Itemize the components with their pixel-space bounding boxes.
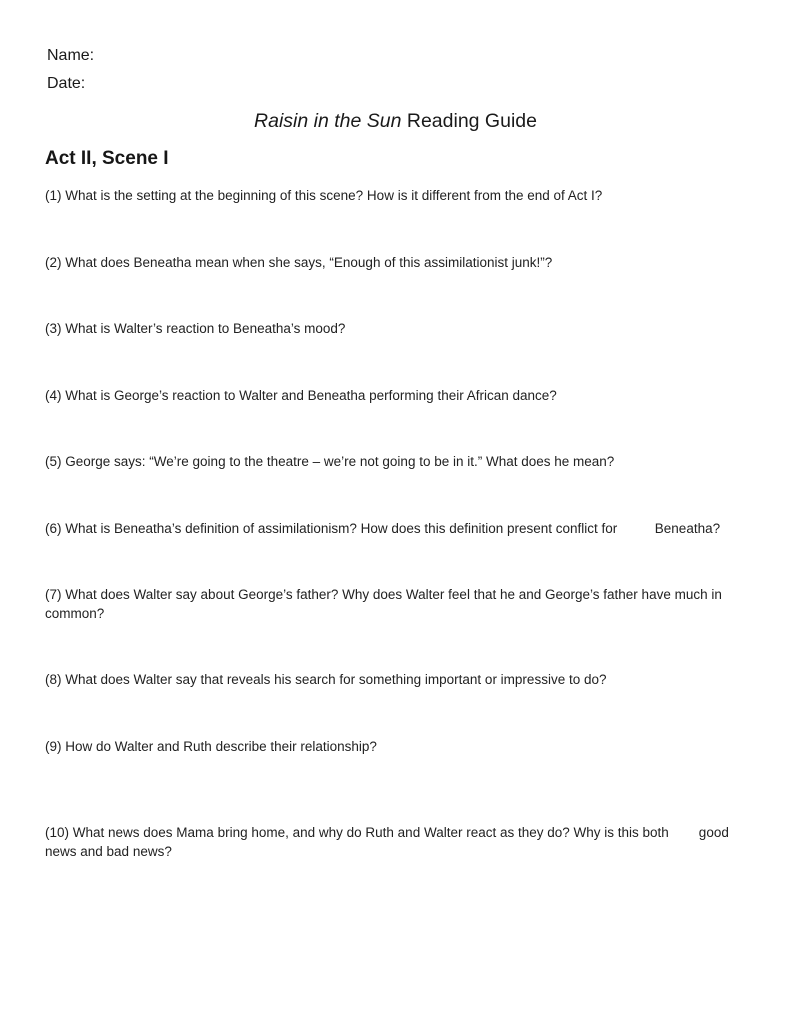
question-list	[45, 187, 746, 861]
question-3: (3) What is Walter’s reaction to Beneatha’s mood?	[45, 321, 346, 336]
question-7: (7) What does Walter say about George’s father? Why does Walter feel that he and George’s father have much in common?	[45, 587, 726, 621]
name-label: Name:	[47, 47, 95, 64]
question-5: (5) George says: “We’re going to the theatre – we’re not going to be in it.” What does he mean?	[45, 454, 615, 469]
question-1: (1) What is the setting at the beginning of this scene? How is it different from the end of Act I?	[45, 188, 603, 203]
document-title-italic: Raisin in the Sun	[254, 110, 402, 132]
question-6: (6) What is Beneatha’s definition of assimilationism? How does this definition present conflict for Beneatha?	[45, 520, 721, 536]
question-10: (10) What news does Mama bring home, and why do Ruth and Walter react as they do? Why is this both good news and bad news?	[45, 825, 733, 859]
date-label: Date:	[47, 75, 86, 92]
question-8: (8) What does Walter say that reveals his search for something important or impressive to do?	[45, 672, 607, 687]
section-heading: Act II, Scene I	[45, 148, 169, 169]
question-4: (4) What is George’s reaction to Walter and Beneatha performing their African dance?	[45, 387, 557, 403]
document-title	[45, 110, 746, 133]
document-title-regular: Reading Guide	[401, 110, 537, 132]
question-9: (9) How do Walter and Ruth describe their relationship?	[45, 738, 377, 754]
question-2: (2) What does Beneatha mean when she says, “Enough of this assimilationist junk!”?	[45, 254, 553, 270]
